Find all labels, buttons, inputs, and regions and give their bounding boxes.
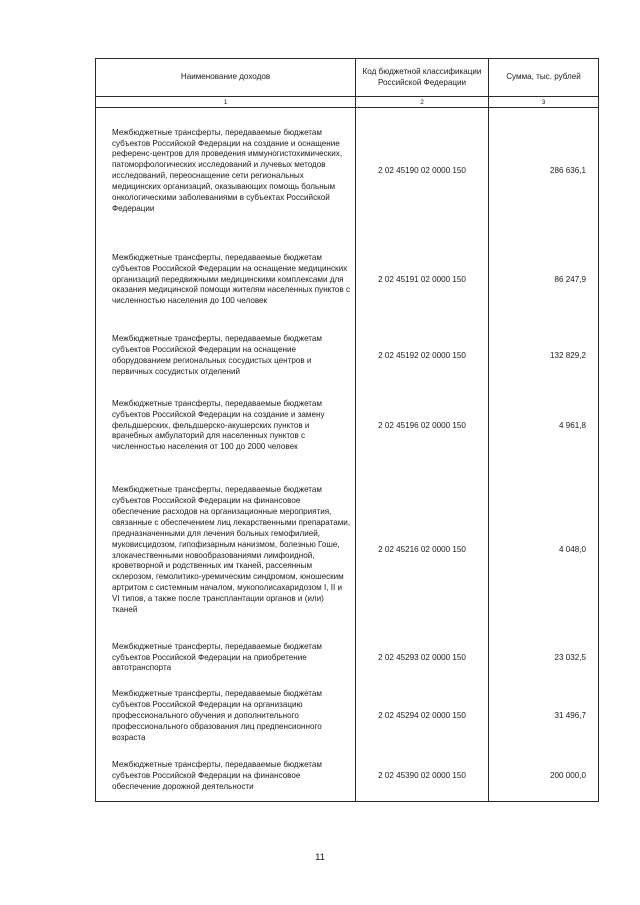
table-body bbox=[96, 108, 599, 802]
budget-code: 2 02 45190 02 0000 150 bbox=[356, 108, 489, 235]
header-code: Код бюджетной классификации Российской Федерации bbox=[356, 59, 489, 97]
table-header bbox=[96, 59, 599, 108]
revenue-name: Межбюджетные трансферты, передаваемые бюджетам субъектов Российской Федерации на финансовое обеспечение расходов на организационные мероприятия, связанные с обеспечением лиц лекарственными препаратами, предназначенными для лечения больных гемофилией, муковисцидозом, гипофизарным нанизмом, болезнью Гоше, злокачественными новообразованиями лимфоидной, кроветворной и родственных им тканей, рассеянным склерозом, гемолитико-уремическим синдромом, юношеским артритом с системным началом, мукополисахаридозом I, II и VI типов, а также после трансплантации органов и (или) тканей bbox=[96, 466, 356, 636]
table-row bbox=[96, 753, 599, 802]
column-number: 2 bbox=[356, 97, 489, 108]
table-row bbox=[96, 108, 599, 235]
revenue-name: Межбюджетные трансферты, передаваемые бюджетам субъектов Российской Федерации на создание и оснащение референс-центров для проведения иммуногистохимических, патоморфологических исследований и лучевых методов исследований, переоснащение сети региональных медицинских организаций, оказывающих помощь больным онкологическими заболеваниями в субъектах Российской Федерации bbox=[96, 108, 356, 235]
column-number: 1 bbox=[96, 97, 356, 108]
header-name: Наименование доходов bbox=[96, 59, 356, 97]
budget-code: 2 02 45191 02 0000 150 bbox=[356, 235, 489, 326]
column-numbers-row bbox=[96, 97, 599, 108]
revenue-sum: 286 636,1 bbox=[489, 108, 599, 235]
budget-code: 2 02 45216 02 0000 150 bbox=[356, 466, 489, 636]
table-row bbox=[96, 681, 599, 753]
revenue-name: Межбюджетные трансферты, передаваемые бюджетам субъектов Российской Федерации на финансовое обеспечение дорожной деятельности bbox=[96, 753, 356, 802]
header-sum: Сумма, тыс. рублей bbox=[489, 59, 599, 97]
table-row bbox=[96, 326, 599, 387]
revenue-sum: 4 048,0 bbox=[489, 466, 599, 636]
revenue-name: Межбюджетные трансферты, передаваемые бюджетам субъектов Российской Федерации на организацию профессионального обучения и дополнительного профессионального образования лиц предпенсионного возраста bbox=[96, 681, 356, 753]
table-row bbox=[96, 235, 599, 326]
revenue-sum: 4 961,8 bbox=[489, 387, 599, 466]
revenue-sum: 86 247,9 bbox=[489, 235, 599, 326]
table-row bbox=[96, 387, 599, 466]
budget-code: 2 02 45196 02 0000 150 bbox=[356, 387, 489, 466]
table-row bbox=[96, 466, 599, 636]
revenue-name: Межбюджетные трансферты, передаваемые бюджетам субъектов Российской Федерации на оснащение медицинских организаций передвижными медицинскими комплексами для оказания медицинской помощи жителям населенных пунктов с численностью населения до 100 человек bbox=[96, 235, 356, 326]
revenue-sum: 132 829,2 bbox=[489, 326, 599, 387]
revenue-sum: 23 032,5 bbox=[489, 636, 599, 681]
budget-code: 2 02 45294 02 0000 150 bbox=[356, 681, 489, 753]
revenue-sum: 200 000,0 bbox=[489, 753, 599, 802]
revenue-name: Межбюджетные трансферты, передаваемые бюджетам субъектов Российской Федерации на приобретение автотранспорта bbox=[96, 636, 356, 681]
revenue-sum: 31 496,7 bbox=[489, 681, 599, 753]
budget-code: 2 02 45293 02 0000 150 bbox=[356, 636, 489, 681]
revenue-name: Межбюджетные трансферты, передаваемые бюджетам субъектов Российской Федерации на создание и замену фельдшерских, фельдшерско-акушерских пунктов и врачебных амбулаторий для населенных пунктов с численностью населения от 100 до 2000 человек bbox=[96, 387, 356, 466]
budget-code: 2 02 45192 02 0000 150 bbox=[356, 326, 489, 387]
budget-code: 2 02 45390 02 0000 150 bbox=[356, 753, 489, 802]
page-number: 11 bbox=[315, 852, 325, 863]
table-row bbox=[96, 636, 599, 681]
column-number: 3 bbox=[489, 97, 599, 108]
revenue-table bbox=[95, 58, 599, 802]
revenue-name: Межбюджетные трансферты, передаваемые бюджетам субъектов Российской Федерации на оснащение оборудованием региональных сосудистых центров и первичных сосудистых отделений bbox=[96, 326, 356, 387]
